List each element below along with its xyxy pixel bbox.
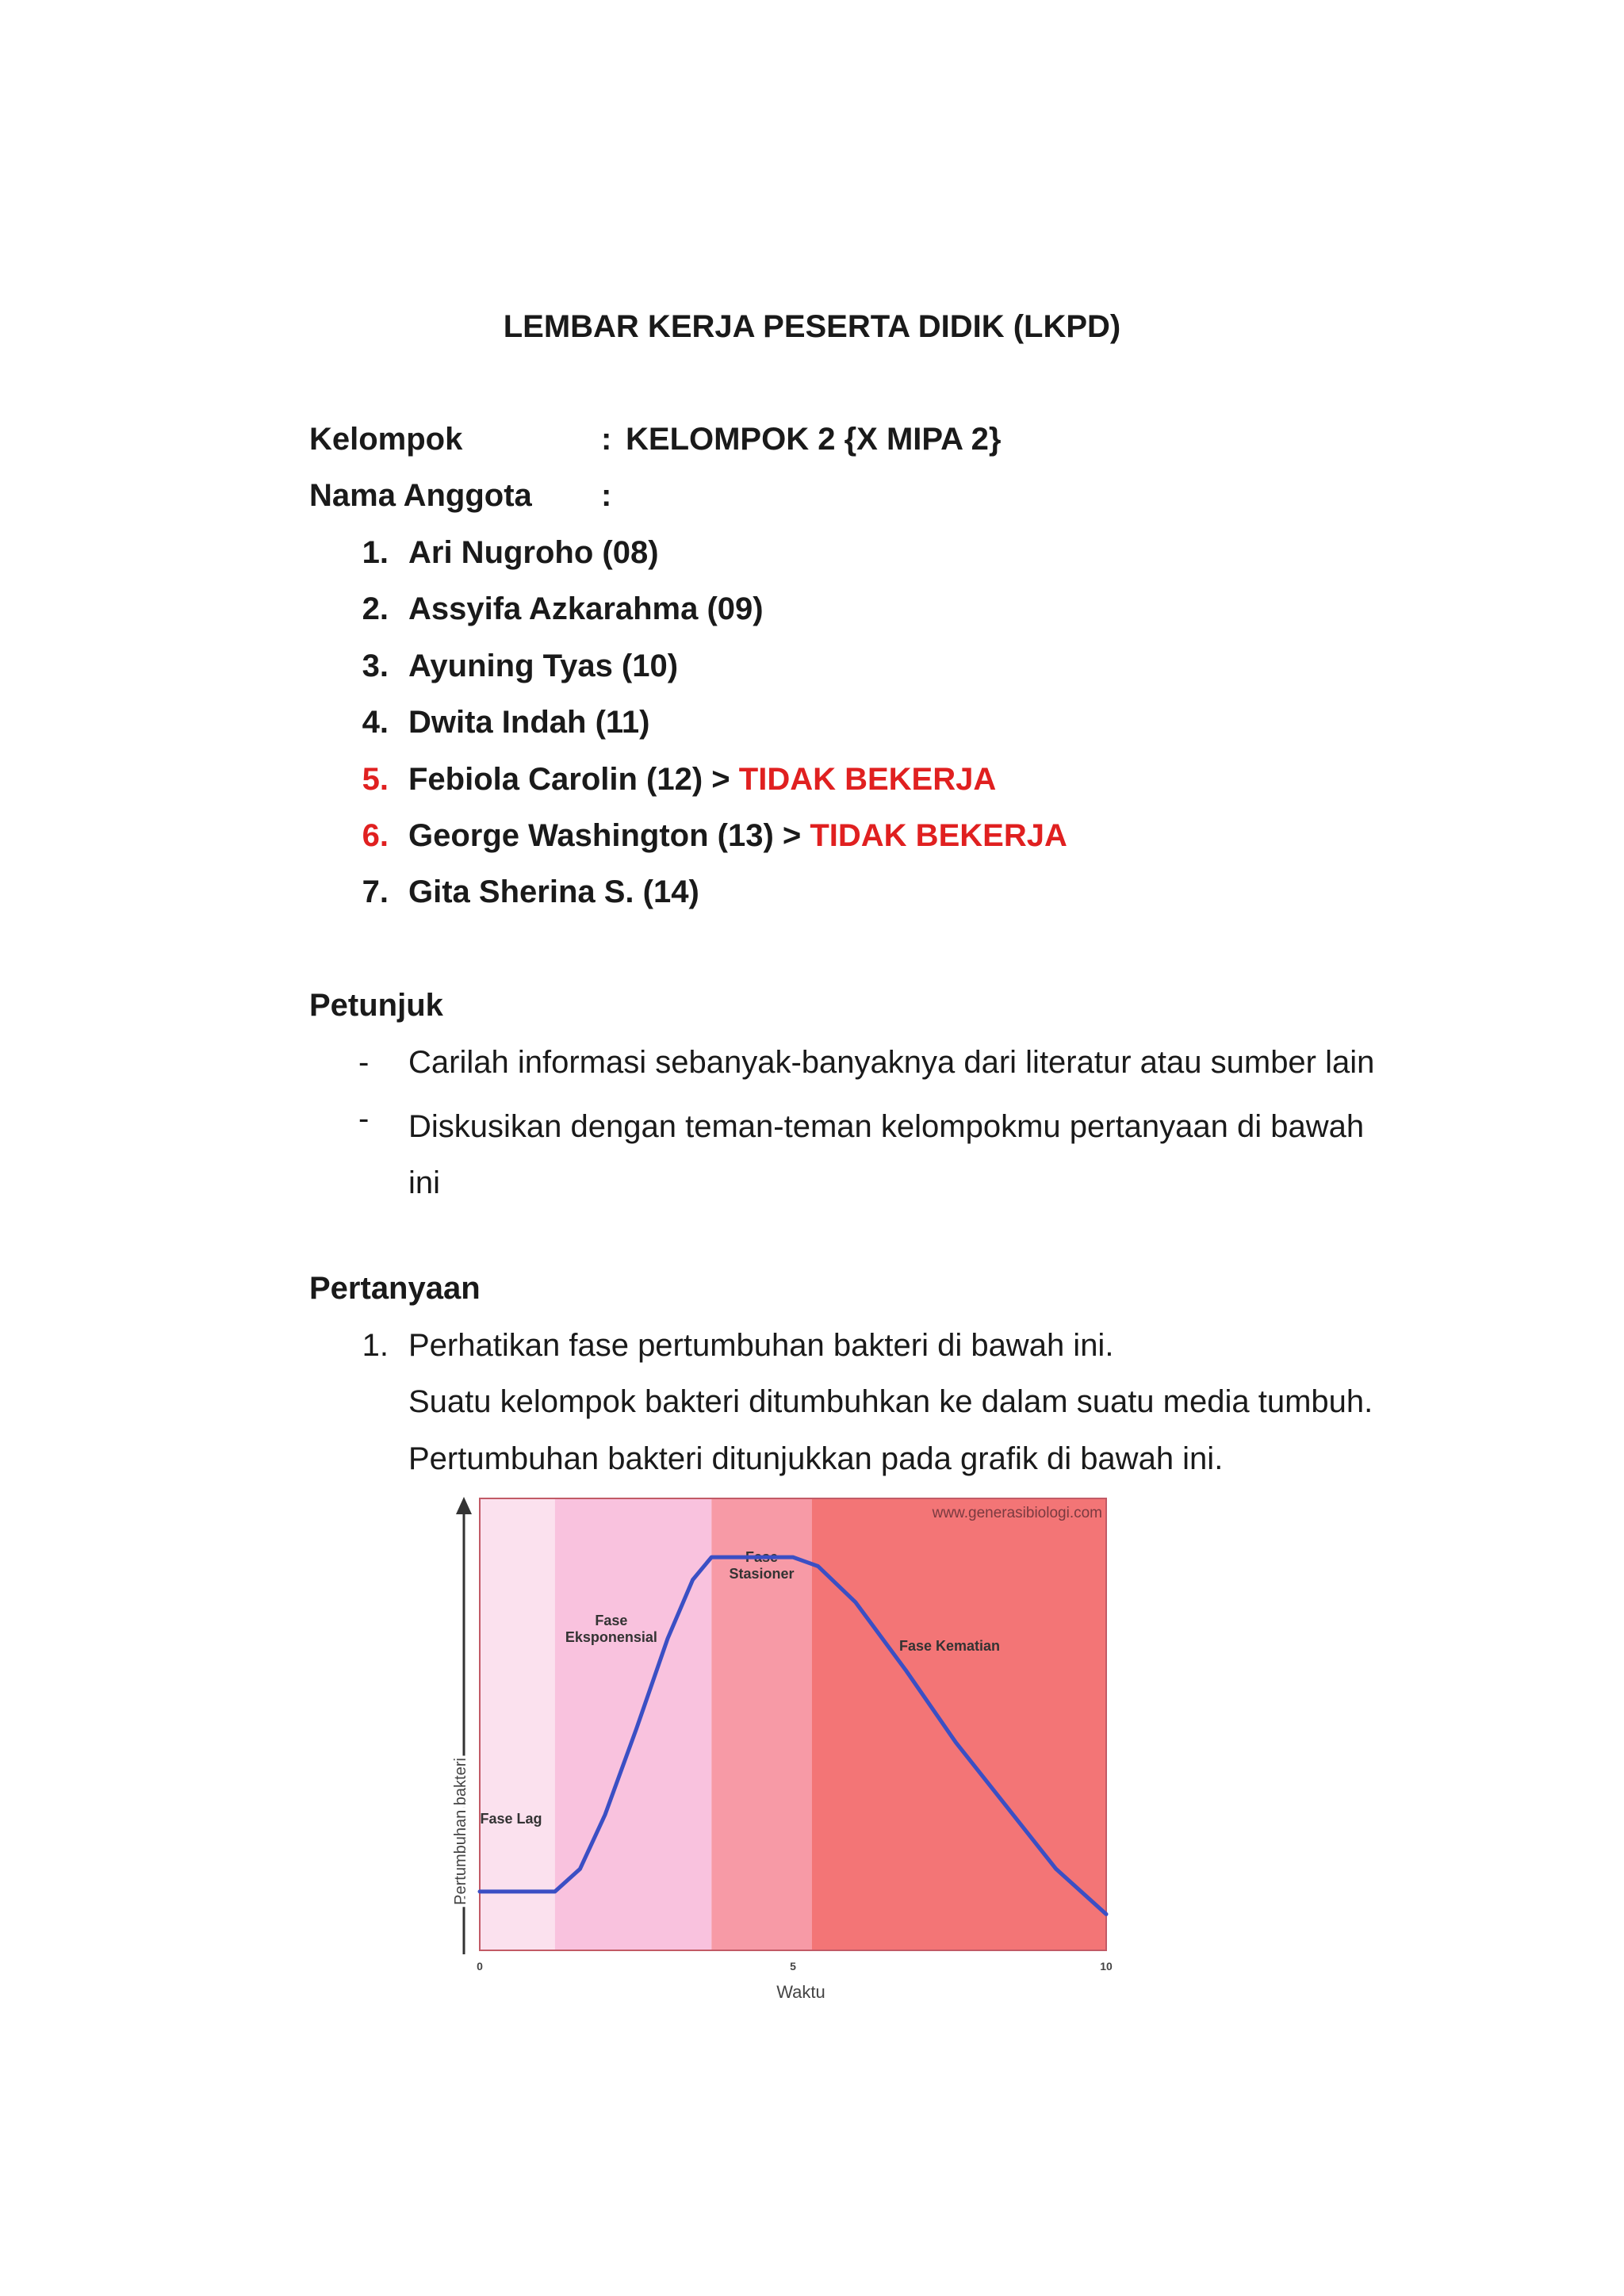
- member-name: George Washington (13) >: [408, 818, 802, 853]
- member-number: 2.: [362, 591, 389, 626]
- petunjuk-heading: Petunjuk: [309, 988, 443, 1023]
- bullet-dash: -: [358, 1101, 370, 1136]
- instruction-text: Diskusikan dengan teman-teman kelompokmu pertanyaan di bawah ini: [408, 1109, 1365, 1200]
- anggota-colon: :: [601, 478, 612, 513]
- kelompok-label: Kelompok: [309, 422, 463, 457]
- question-text-line: Pertumbuhan bakteri ditunjukkan pada grafik di bawah ini.: [408, 1441, 1224, 1476]
- member-name: Ari Nugroho (08): [408, 535, 659, 570]
- phase-label: Fase Stasioner: [729, 1549, 795, 1582]
- member-number: 5.: [362, 762, 389, 797]
- x-axis-label: Waktu: [776, 1982, 825, 2002]
- y-axis-label: Pertumbuhan bakteri: [452, 1758, 469, 1905]
- member-name: Assyifa Azkarahma (09): [408, 591, 764, 626]
- anggota-label: Nama Anggota: [309, 478, 532, 513]
- chart-watermark: www.generasibiologi.com: [932, 1505, 1102, 1521]
- phase-band: [812, 1498, 1106, 1950]
- phase-band: [555, 1498, 712, 1950]
- phase-band: [480, 1498, 555, 1950]
- member-number: 1.: [362, 535, 389, 570]
- phase-label: Fase Lag: [480, 1811, 542, 1827]
- kelompok-value: KELOMPOK 2 {X MIPA 2}: [626, 422, 1002, 457]
- member-status-note: TIDAK BEKERJA: [738, 762, 997, 797]
- member-name: Febiola Carolin (12) >: [408, 762, 730, 797]
- question-text-line: Perhatikan fase pertumbuhan bakteri di bawah ini.: [408, 1328, 1114, 1363]
- page-title: LEMBAR KERJA PESERTA DIDIK (LKPD): [503, 309, 1121, 344]
- member-item: [408, 760, 996, 799]
- member-name: Ayuning Tyas (10): [408, 649, 679, 683]
- phase-label: Fase Kematian: [898, 1638, 1001, 1654]
- x-tick-label: 0: [477, 1960, 483, 1973]
- phase-label: Fase Eksponensial: [565, 1613, 657, 1645]
- member-status-note: TIDAK BEKERJA: [810, 818, 1067, 853]
- member-number: 4.: [362, 705, 389, 740]
- question-text-line: Suatu kelompok bakteri ditumbuhkan ke dalam suatu media tumbuh.: [408, 1384, 1373, 1419]
- member-number: 3.: [362, 649, 389, 683]
- bullet-dash: -: [358, 1045, 370, 1080]
- member-item: [408, 816, 1067, 855]
- member-number: 7.: [362, 874, 389, 909]
- bacterial-growth-chart: [444, 1490, 1126, 2014]
- kelompok-colon: :: [601, 422, 612, 457]
- member-name: Gita Sherina S. (14): [408, 874, 699, 909]
- x-tick-label: 10: [1100, 1960, 1113, 1973]
- pertanyaan-heading: Pertanyaan: [309, 1271, 481, 1306]
- x-tick-label: 5: [790, 1960, 796, 1973]
- question-number: 1.: [362, 1328, 389, 1363]
- member-number: 6.: [362, 818, 389, 853]
- member-name: Dwita Indah (11): [408, 705, 650, 740]
- instruction-text: Carilah informasi sebanyak-banyaknya dari literatur atau sumber lain: [408, 1045, 1375, 1080]
